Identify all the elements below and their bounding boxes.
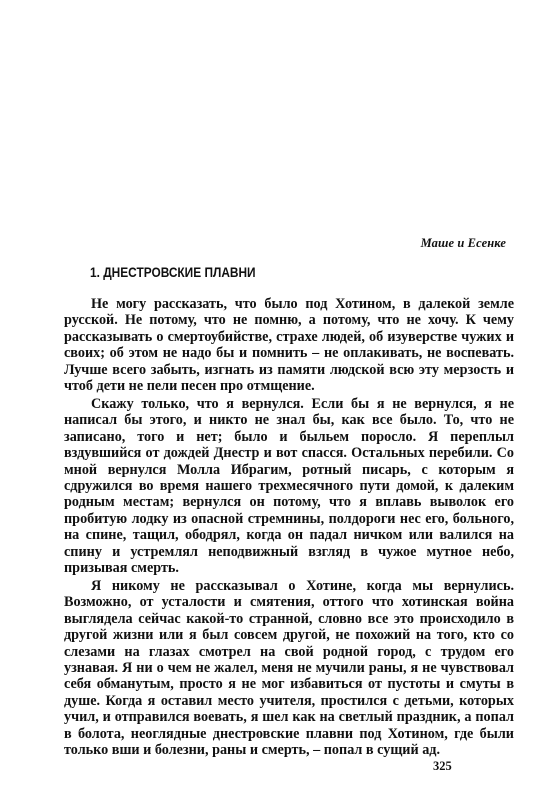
paragraph: Не могу рассказать, что было под Хотином, в далекой земле русской. Не потому, что не помню, а потому, что не хочу. К чему рассказывать о смертоубийстве, страхе людей, об изуверстве чужих и своих; об этом не надо бы и помнить – не оплакивать, не воспевать. Лучше всего забыть, изгнать из памяти людской всю эту мерзость и чтоб дети не пели песен про отмщение. bbox=[64, 296, 514, 395]
paragraph: Скажу только, что я вернулся. Если бы я не вернулся, я не написал бы этого, и никто не знал бы, как все было. То, что не записано, того и нет; было и быльем поросло. Я переплыл вздувшийся от дождей Днестр и вот спасся. Остальных перебили. Со мной вернулся Молла Ибрагим, ротный писарь, с которым я сдружился во время нашего трехмесячного пути домой, к далеким родным местам; вернулся он потому, что я вплавь выволок его пробитую лодку из опасной стремнины, полдороги нес его, больного, на спине, тащил, ободрял, когда он падал ничком или валился на спину и устремлял неподвижный взгляд в чужое мутное небо, призывая смерть. bbox=[64, 395, 514, 577]
page-number: 325 bbox=[433, 759, 452, 773]
chapter-body bbox=[64, 296, 514, 759]
dedication: Маше и Есенке bbox=[420, 236, 506, 250]
paragraph: Я никому не рассказывал о Хотине, когда мы вернулись. Возможно, от усталости и смятения, оттого что хотинская война выглядела сейчас какой-то странной, словно все это происходило в другой жизни или я был совсем другой, не похожий на того, кто со слезами на глазах смотрел на свой родной город, с трудом его узнавая. Я ни о чем не жалел, меня не мучили раны, я не чувствовал себя обманутым, просто я не мог избавиться от пустоты и смуты в душе. Когда я оставил место учителя, простился с детьми, которых учил, и отправился воевать, я шел как на светлый праздник, а попал в болота, неоглядные днестровские плавни под Хотином, где были только вши и болезни, раны и смерть, – попал в сущий ад. bbox=[64, 577, 514, 759]
chapter-title: 1. ДНЕСТРОВСКИЕ ПЛАВНИ bbox=[90, 265, 256, 280]
